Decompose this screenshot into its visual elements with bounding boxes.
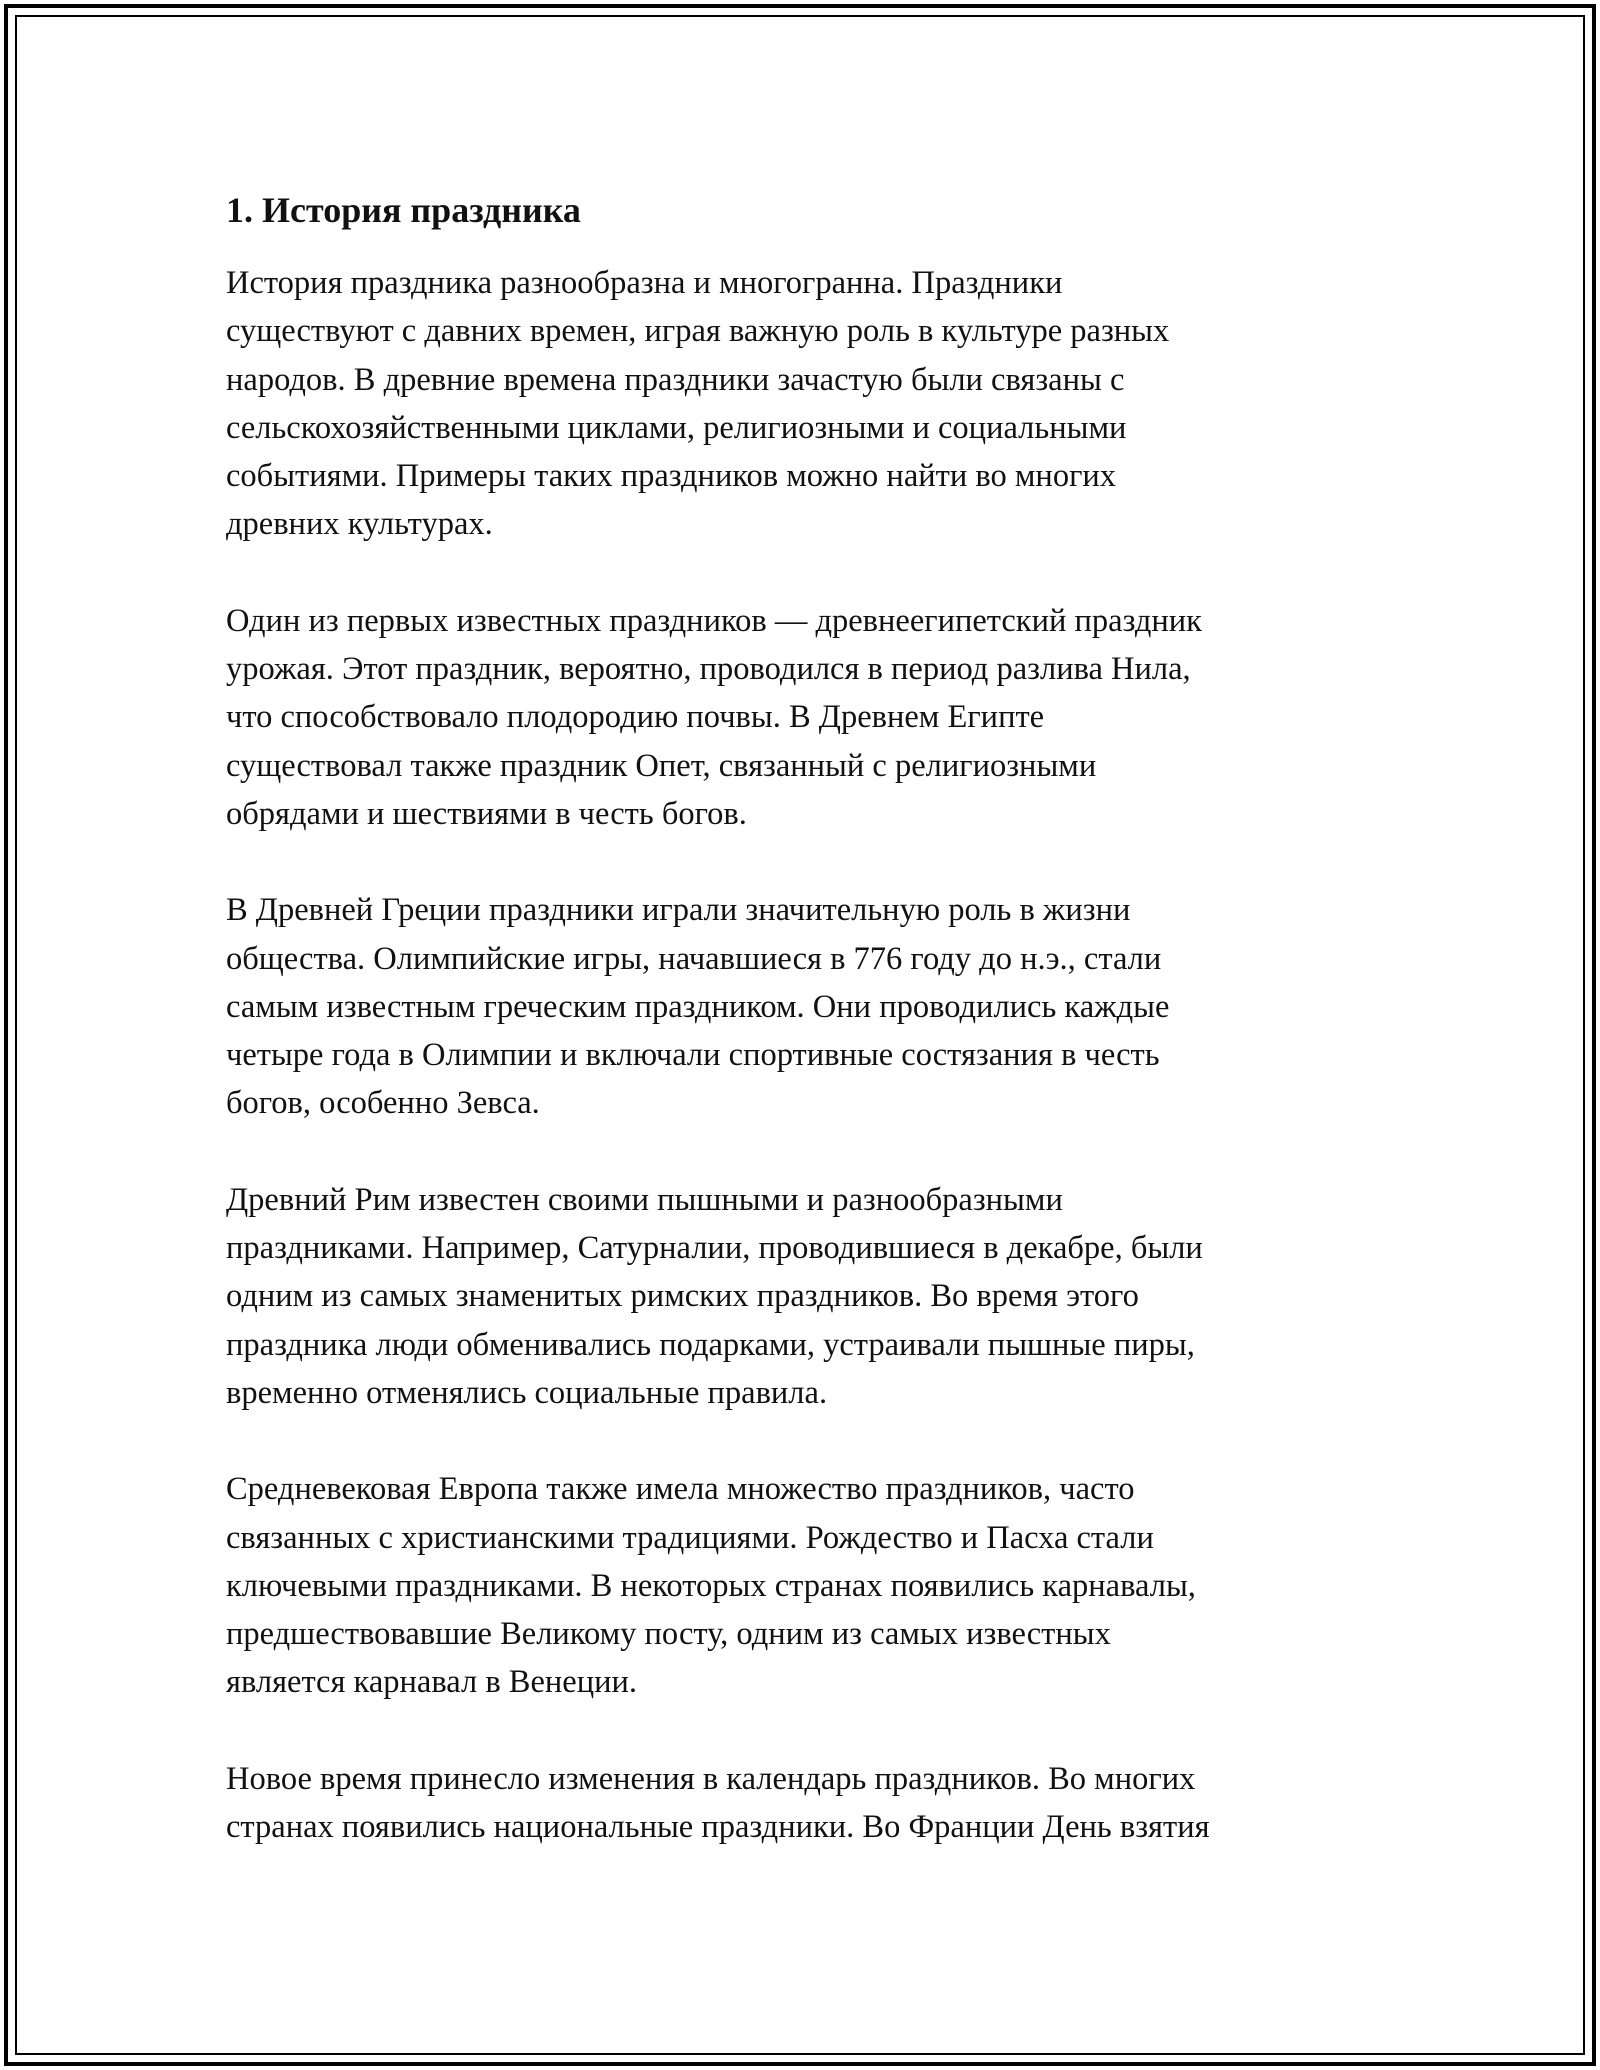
paragraph-1: История праздника разнообразна и многогранна. Праздники существуют с давних времен, играя важную роль в культуре разных народов. В древние времена праздники зачастую были связаны с сельскохозяйственными циклами, религиозными и социальными событиями. Примеры таких праздников можно найти во многих древних культурах. xyxy=(226,265,1170,543)
paragraph-5: Средневековая Европа также имела множество праздников, часто связанных с христианскими традициями. Рождество и Пасха стали ключевыми праздниками. В некоторых странах появились карнавалы, предшествовавшие Великому посту, одним из самых известных является карнавал в Венеции. xyxy=(226,1471,1196,1701)
paragraph-4: Древний Рим известен своими пышными и разнообразными праздниками. Например, Сатурналии, проводившиеся в декабре, были одним из самых знаменитых римских праздников. Во время этого праздника люди обменивались подарками, устраивали пышные пиры, временно отменялись социальные правила. xyxy=(226,1181,1203,1411)
paragraph-6: Новое время принесло изменения в календарь праздников. Во многих странах появились национальные праздники. Во Франции День взятия xyxy=(226,1760,1210,1846)
section-heading: 1. История праздника xyxy=(226,190,581,230)
document-body xyxy=(226,188,1386,1899)
paragraph-2: Один из первых известных праздников — древнеегипетский праздник урожая. Этот праздник, вероятно, проводился в период разлива Нила, что способствовало плодородию почвы. В Древнем Египте существовал также праздник Опет, связанный с религиозными обрядами и шествиями в честь богов. xyxy=(226,602,1202,832)
paragraph-3: В Древней Греции праздники играли значительную роль в жизни общества. Олимпийские игры, начавшиеся в 776 году до н.э., стали самым известным греческим праздником. Они проводились каждые четыре года в Олимпии и включали спортивные состязания в честь богов, особенно Зевса. xyxy=(226,892,1170,1122)
